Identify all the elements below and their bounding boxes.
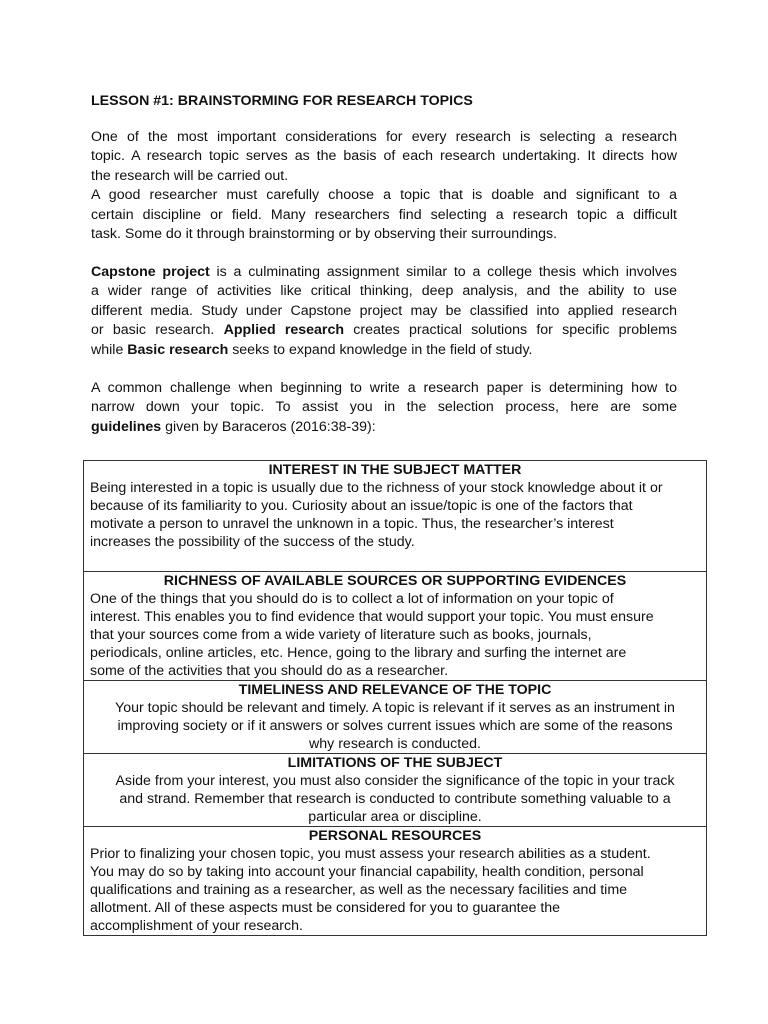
text-line: task. Some do it through brainstorming or by observing their surroundings. <box>91 226 558 243</box>
guideline-text-line: interest. This enables you to find evidence that would support your topic. You must ensure <box>90 609 654 625</box>
guideline-text-line: why research is conducted. <box>309 736 481 752</box>
guideline-text-line: qualifications and training as a researcher, as well as the necessary facilities and time <box>90 882 628 898</box>
text-line: One of the most important considerations for every research is selecting a research <box>91 129 677 145</box>
guideline-text-line: increases the possibility of the success of the study. <box>90 534 415 550</box>
text-line: A common challenge when beginning to write a research paper is determining how to <box>91 380 677 396</box>
guideline-text-line: improving society or if it answers or solves current issues which are some of the reasons <box>117 718 673 734</box>
text-line: certain discipline or field. Many researchers find selecting a research topic a difficult <box>91 206 677 223</box>
guideline-text-line: that your sources come from a wide variety of literature such as books, journals, <box>90 627 592 643</box>
table-row <box>84 461 707 572</box>
guideline-cell <box>84 827 707 936</box>
guideline-heading: RICHNESS OF AVAILABLE SOURCES OR SUPPORTING EVIDENCES <box>163 573 627 589</box>
text-run: seeks to expand knowledge in the field of study. <box>228 341 533 358</box>
text-line <box>91 418 677 437</box>
text-run: creates practical solutions for specific problems <box>344 322 678 339</box>
table-row <box>84 572 707 681</box>
guideline-heading: PERSONAL RESOURCES <box>308 828 482 844</box>
table-row <box>84 754 707 827</box>
guideline-text-line: and strand. Remember that research is conducted to contribute something valuable to a <box>119 791 671 807</box>
guideline-text-line: because of its familiarity to you. Curiosity about an issue/topic is one of the factors that <box>90 498 633 514</box>
text-line: A good researcher must carefully choose a topic that is doable and significant to a <box>91 187 677 204</box>
text-run: given by Baraceros (2016:38-39): <box>161 418 376 435</box>
guideline-cell <box>84 681 707 754</box>
text-line: a wider range of activities like critical thinking, deep analysis, and the ability to use <box>91 283 677 300</box>
intro-paragraph <box>91 128 677 244</box>
text-line <box>91 341 677 360</box>
guideline-cell <box>84 572 707 681</box>
guideline-text-line: Prior to finalizing your chosen topic, you must assess your research abilities as a student. <box>90 846 651 862</box>
capstone-paragraph <box>91 263 677 360</box>
table-row <box>84 827 707 936</box>
term-guidelines: guidelines <box>91 418 162 435</box>
text-line: narrow down your topic. To assist you in the selection process, here are some <box>91 399 677 416</box>
guideline-text-line: One of the things that you should do is to collect a lot of information on your topic of <box>90 591 614 607</box>
guideline-text-line: Being interested in a topic is usually due to the richness of your stock knowledge about it or <box>90 480 663 496</box>
table-row <box>84 681 707 754</box>
guideline-text-line: motivate a person to unravel the unknown in a topic. Thus, the researcher’s interest <box>90 516 614 532</box>
guideline-cell <box>84 754 707 827</box>
guideline-text-line: accomplishment of your research. <box>90 918 303 934</box>
text-run: is a culminating assignment similar to a college thesis which involves <box>209 264 677 280</box>
guideline-text-line: periodicals, online articles, etc. Hence, going to the library and surfing the internet are <box>90 645 627 661</box>
term-capstone-project: Capstone project <box>91 264 210 280</box>
guideline-text-line: particular area or discipline. <box>308 809 482 825</box>
text-run: or basic research. <box>91 322 224 339</box>
text-line <box>91 263 677 282</box>
text-line <box>91 321 677 340</box>
guideline-heading: INTEREST IN THE SUBJECT MATTER <box>268 462 522 478</box>
text-line: the research will be carried out. <box>91 167 289 184</box>
text-run: while <box>91 341 128 358</box>
guideline-text-line: some of the activities that you should do as a researcher. <box>90 663 449 679</box>
guideline-text-line: allotment. All of these aspects must be considered for you to guarantee the <box>90 900 561 916</box>
guideline-cell <box>84 461 707 572</box>
guideline-heading: LIMITATIONS OF THE SUBJECT <box>287 755 503 771</box>
guidelines-table <box>83 460 707 936</box>
guideline-heading: TIMELINESS AND RELEVANCE OF THE TOPIC <box>238 682 552 698</box>
guideline-text-line: Your topic should be relevant and timely. A topic is relevant if it serves as an instrument in <box>115 700 675 716</box>
lesson-title: LESSON #1: BRAINSTORMING FOR RESEARCH TOPICS <box>91 93 473 109</box>
guideline-text-line: Aside from your interest, you must also consider the significance of the topic in your track <box>115 773 675 789</box>
term-basic-research: Basic research <box>127 341 229 358</box>
challenge-paragraph <box>91 379 677 437</box>
text-line: topic. A research topic serves as the basis of each research undertaking. It directs how <box>91 148 677 165</box>
term-applied-research: Applied research <box>223 322 345 339</box>
guideline-text-line: You may do so by taking into account your financial capability, health condition, personal <box>90 864 644 880</box>
text-line: different media. Study under Capstone project may be classified into applied research <box>91 302 677 319</box>
